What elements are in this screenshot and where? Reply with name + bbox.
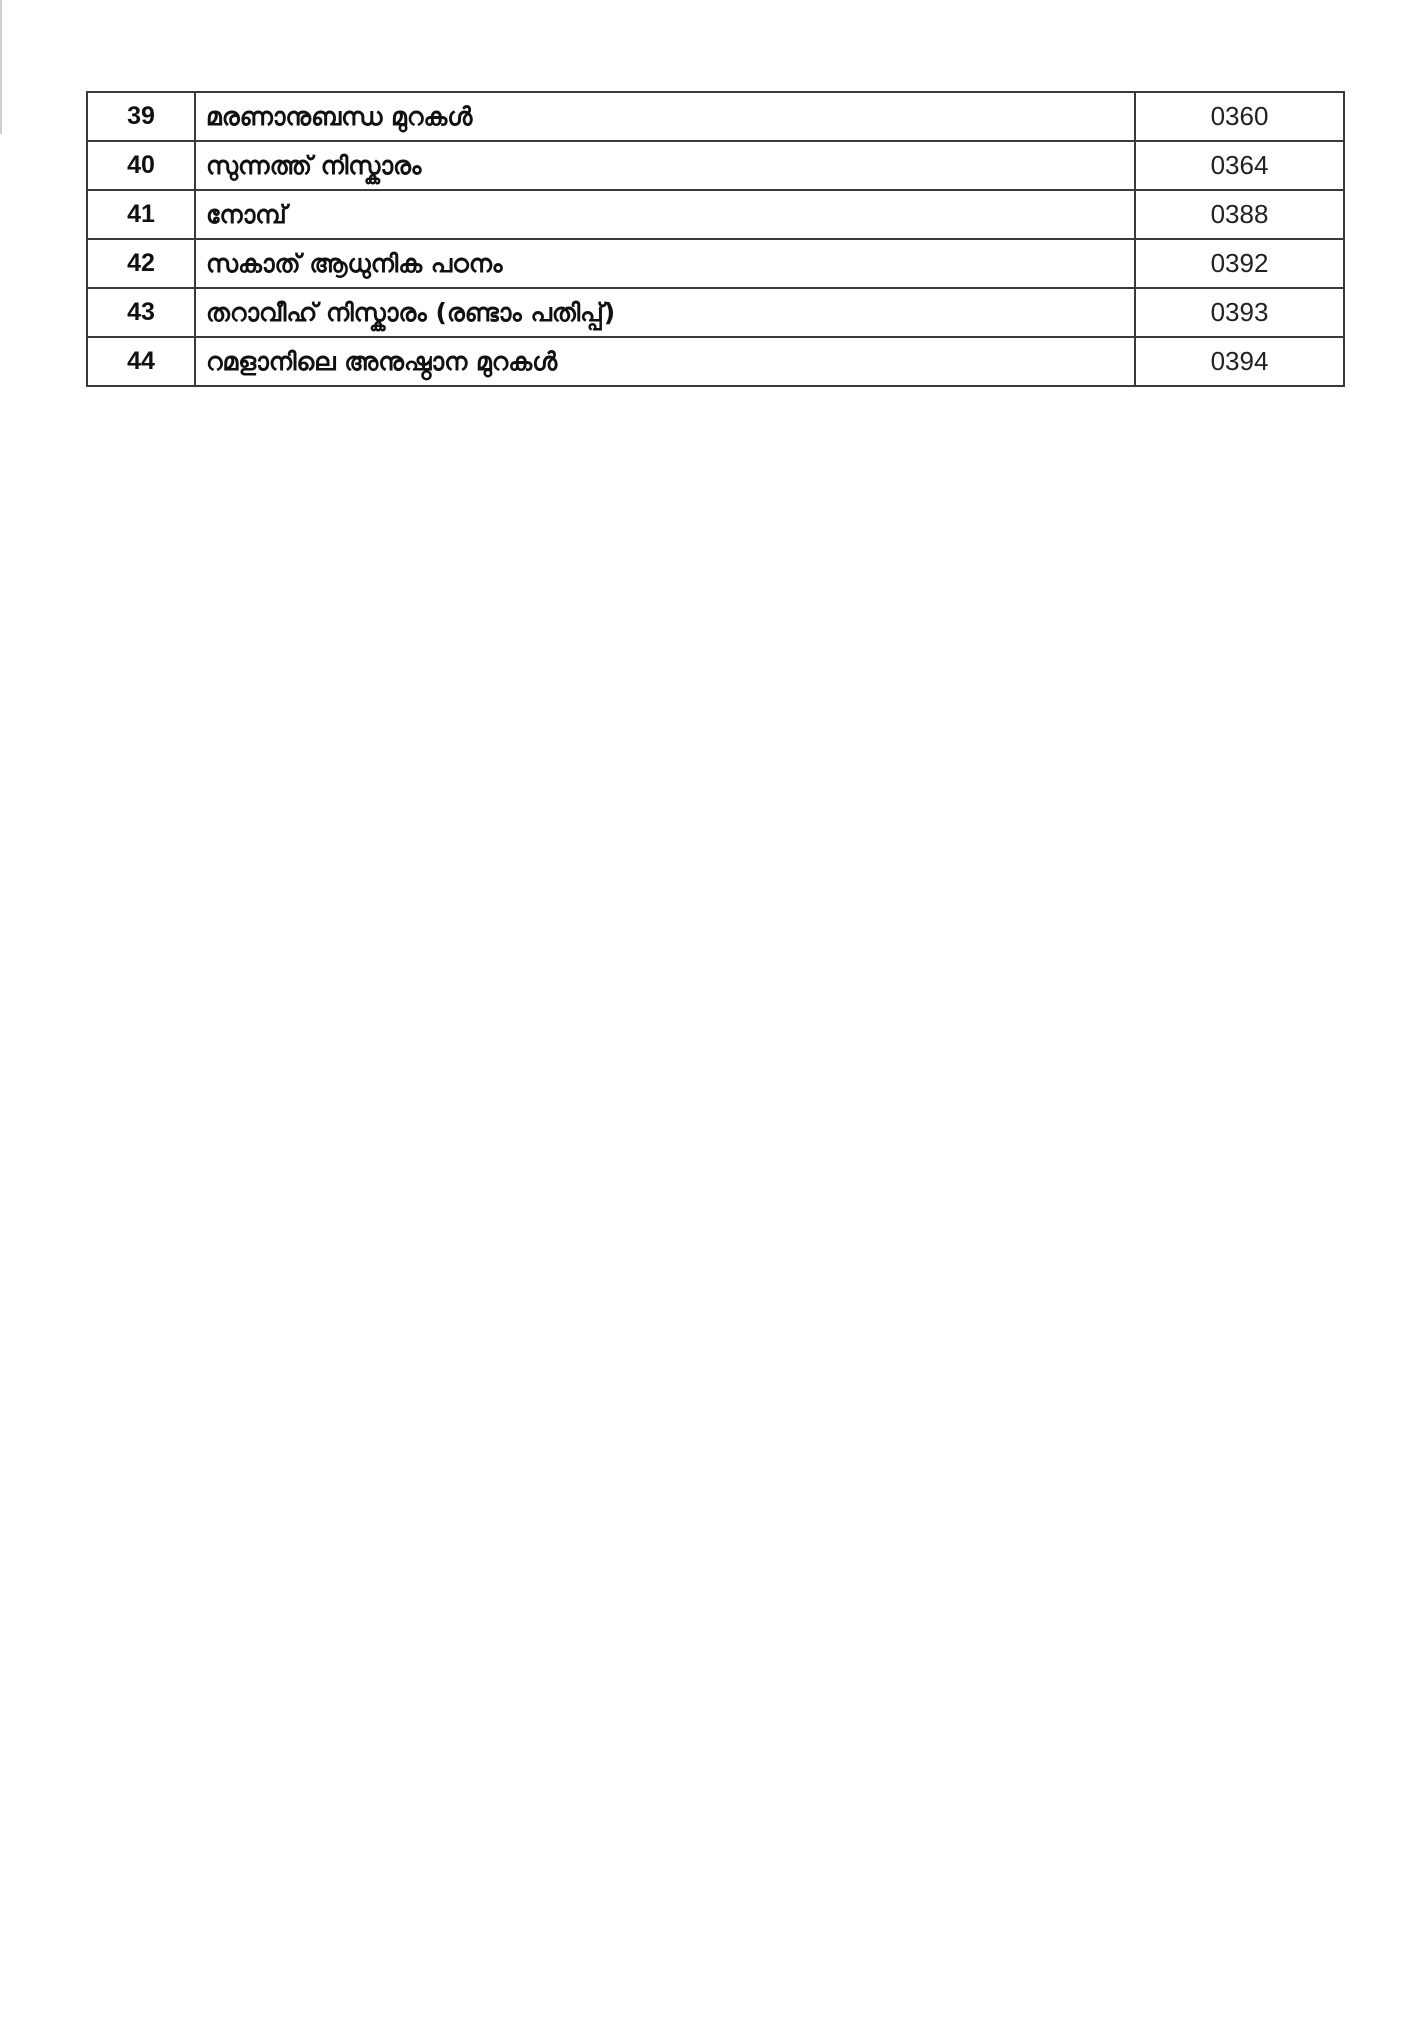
- row-page-number: 0360: [1135, 92, 1344, 141]
- row-number: 39: [87, 92, 195, 141]
- table-row: [87, 337, 1344, 386]
- row-page-number: 0364: [1135, 141, 1344, 190]
- table-row: [87, 288, 1344, 337]
- row-number: 42: [87, 239, 195, 288]
- row-title: നോമ്പ്: [195, 190, 1135, 239]
- row-number: 41: [87, 190, 195, 239]
- row-title: തറാവീഹ് നിസ്കാരം (രണ്ടാം പതിപ്പ്): [195, 288, 1135, 337]
- row-title: സകാത് ആധുനിക പഠനം: [195, 239, 1135, 288]
- row-page-number: 0394: [1135, 337, 1344, 386]
- table-row: [87, 190, 1344, 239]
- row-page-number: 0392: [1135, 239, 1344, 288]
- contents-table: [86, 91, 1345, 387]
- row-number: 44: [87, 337, 195, 386]
- table-row: [87, 92, 1344, 141]
- contents-table-body: [87, 92, 1344, 386]
- row-page-number: 0388: [1135, 190, 1344, 239]
- row-title: സുന്നത്ത് നിസ്കാരം: [195, 141, 1135, 190]
- table-row: [87, 239, 1344, 288]
- row-number: 43: [87, 288, 195, 337]
- row-title: റമളാനിലെ അനുഷ്ഠാന മുറകൾ: [195, 337, 1135, 386]
- row-number: 40: [87, 141, 195, 190]
- table-row: [87, 141, 1344, 190]
- row-title: മരണാനുബന്ധ മുറകൾ: [195, 92, 1135, 141]
- page-edge-mark: [0, 0, 2, 134]
- row-page-number: 0393: [1135, 288, 1344, 337]
